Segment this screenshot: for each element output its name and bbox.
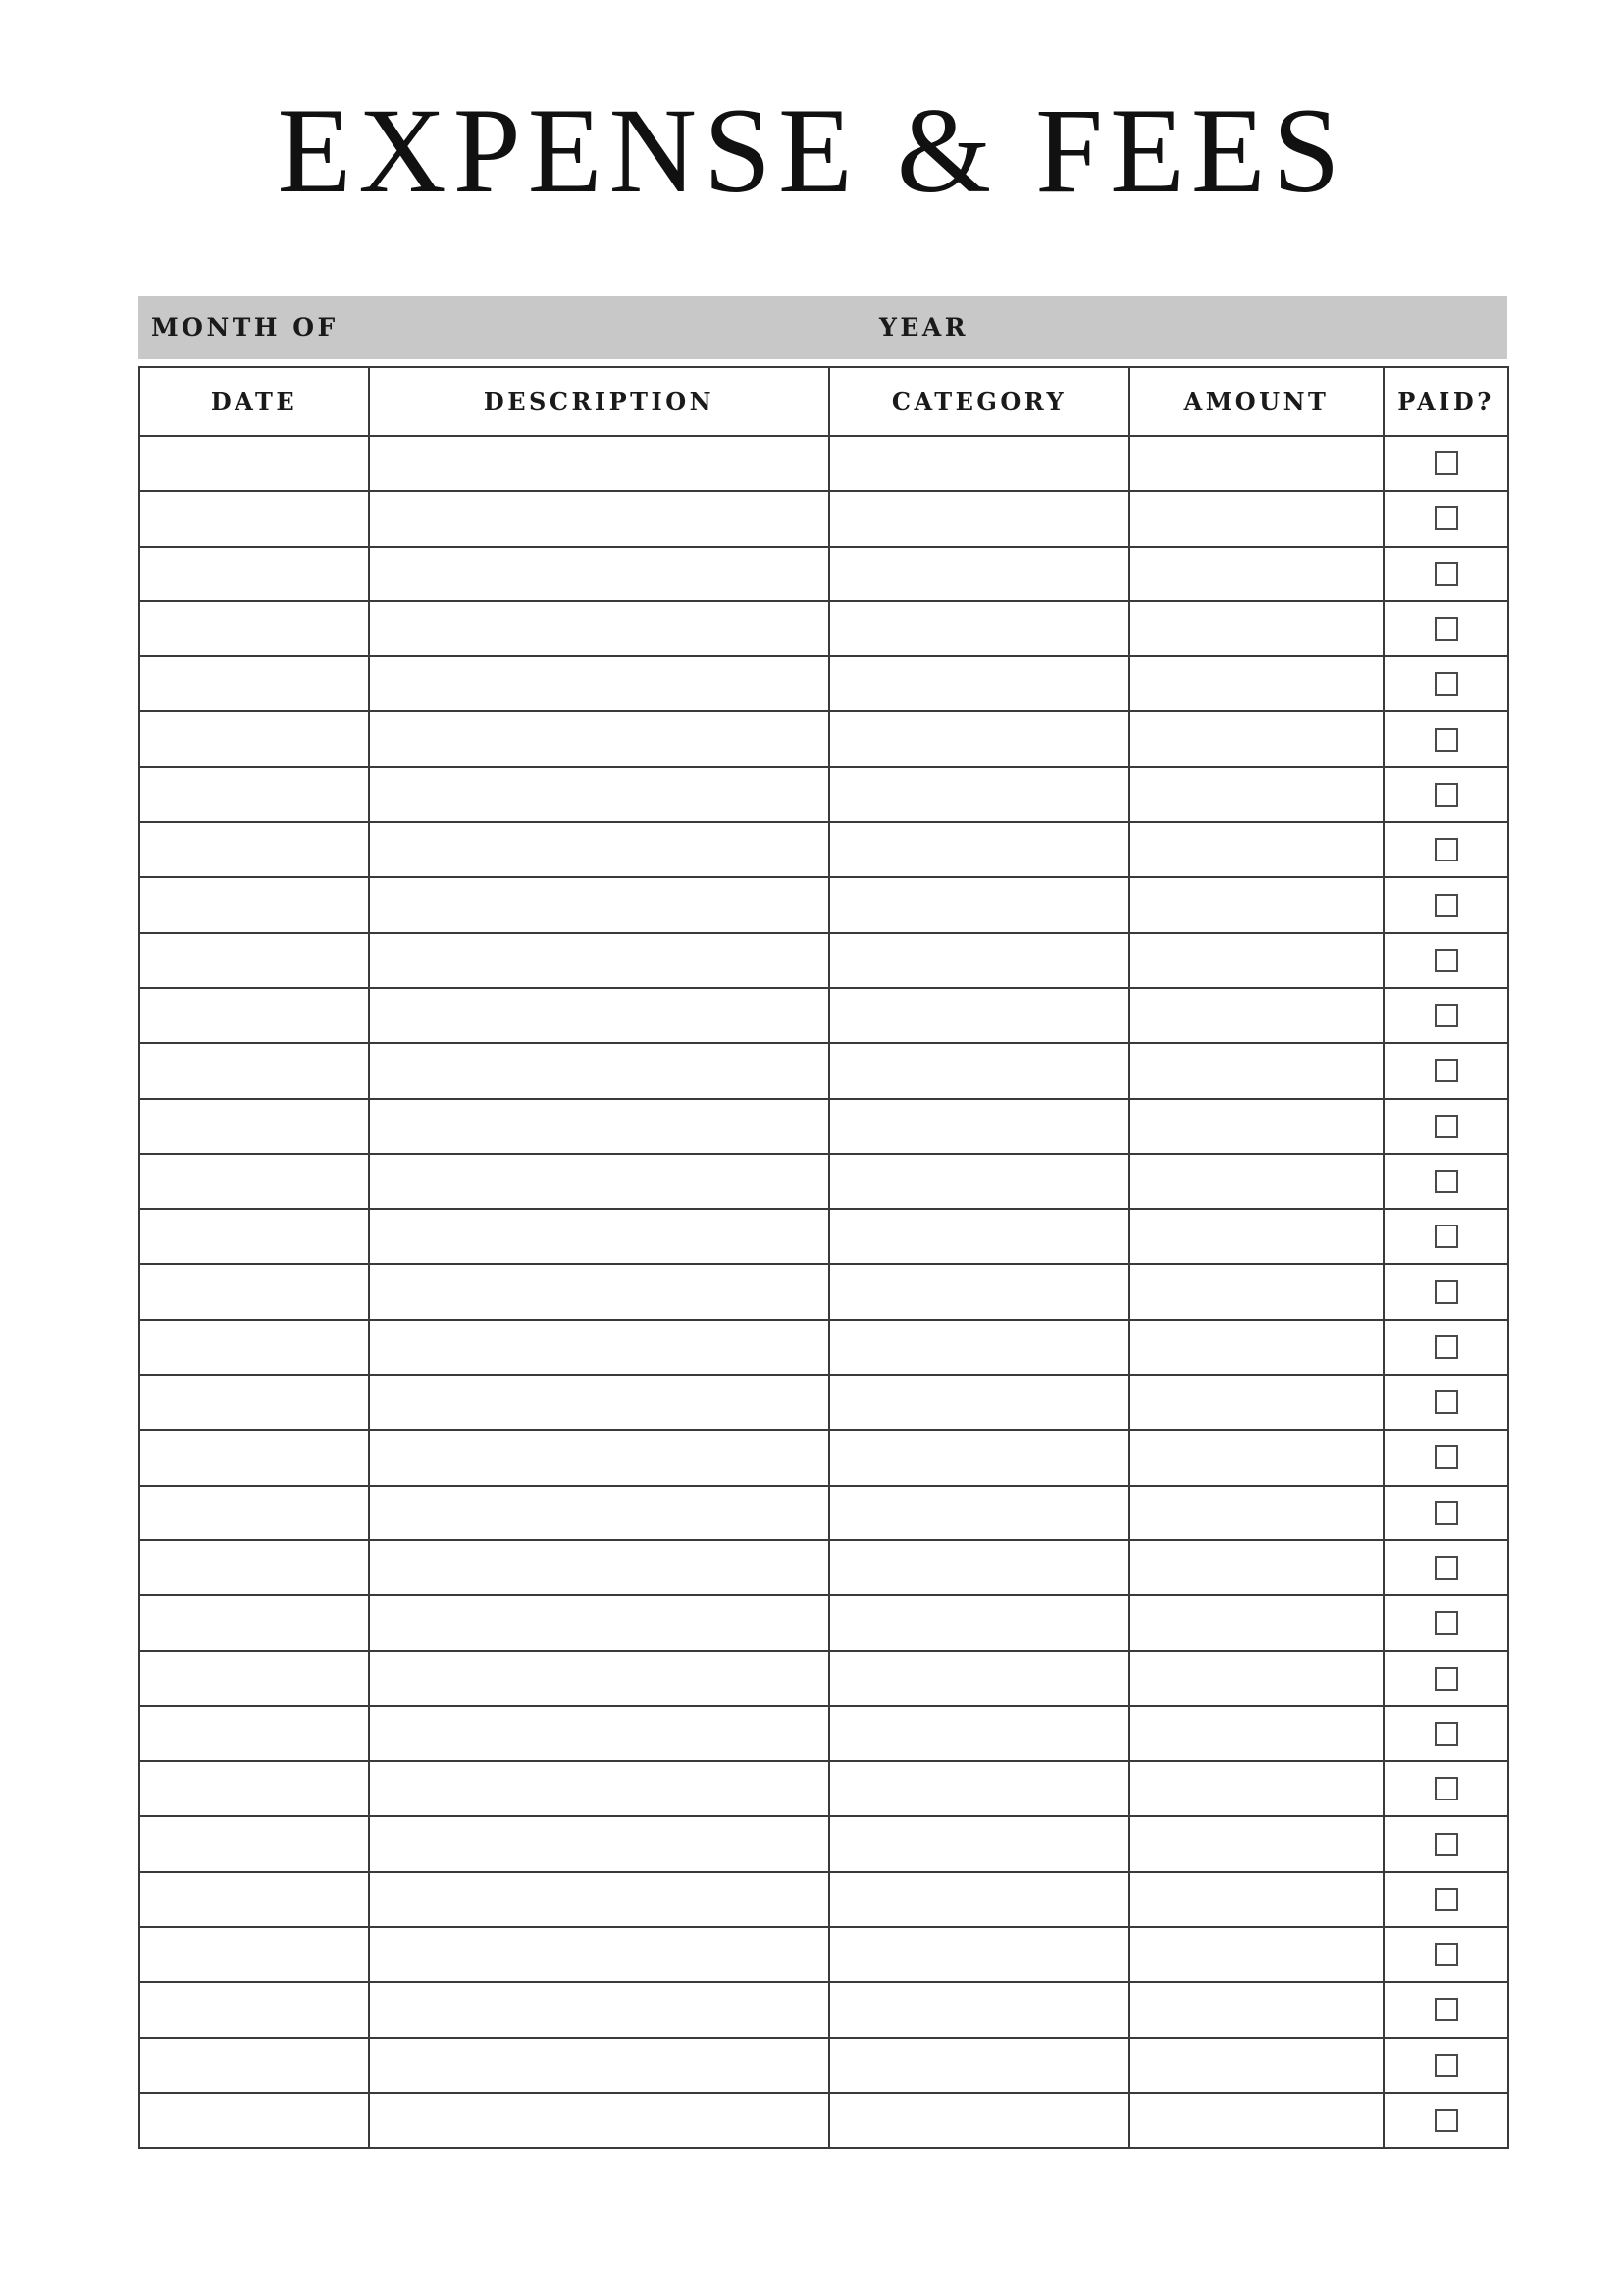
paid-cell [1384, 1927, 1508, 1982]
date-cell[interactable] [139, 1320, 369, 1375]
amount-cell[interactable] [1129, 601, 1384, 656]
paid-checkbox-icon[interactable] [1435, 728, 1458, 752]
paid-checkbox-icon[interactable] [1435, 1115, 1458, 1138]
table-row [139, 1816, 1508, 1871]
description-cell[interactable] [369, 1375, 829, 1430]
table-row [139, 1872, 1508, 1927]
table-row [139, 1761, 1508, 1816]
category-cell[interactable] [829, 547, 1129, 601]
date-cell[interactable] [139, 1761, 369, 1816]
paid-checkbox-icon[interactable] [1435, 783, 1458, 807]
table-body [139, 436, 1508, 2148]
paid-cell [1384, 1761, 1508, 1816]
date-cell[interactable] [139, 2093, 369, 2148]
paid-checkbox-icon[interactable] [1435, 1556, 1458, 1580]
description-cell[interactable] [369, 1982, 829, 2037]
table-row [139, 988, 1508, 1043]
table-row [139, 491, 1508, 546]
table-row [139, 1706, 1508, 1761]
date-cell[interactable] [139, 1872, 369, 1927]
amount-cell[interactable] [1129, 1761, 1384, 1816]
table-row [139, 1154, 1508, 1209]
amount-cell[interactable] [1129, 491, 1384, 546]
description-cell[interactable] [369, 1651, 829, 1706]
amount-cell[interactable] [1129, 988, 1384, 1043]
paid-cell [1384, 656, 1508, 711]
table-row [139, 1595, 1508, 1650]
paid-checkbox-icon[interactable] [1435, 1335, 1458, 1359]
paid-cell [1384, 1320, 1508, 1375]
category-cell[interactable] [829, 1595, 1129, 1650]
date-cell[interactable] [139, 1706, 369, 1761]
category-cell[interactable] [829, 767, 1129, 822]
table-header-row [139, 367, 1508, 436]
paid-checkbox-icon[interactable] [1435, 1004, 1458, 1027]
category-cell[interactable] [829, 988, 1129, 1043]
month-year-bar [138, 296, 1507, 359]
paid-cell [1384, 1209, 1508, 1264]
description-cell[interactable] [369, 1154, 829, 1209]
amount-cell[interactable] [1129, 436, 1384, 491]
date-cell[interactable] [139, 491, 369, 546]
paid-checkbox-icon[interactable] [1435, 672, 1458, 696]
paid-cell [1384, 1099, 1508, 1154]
date-cell[interactable] [139, 877, 369, 932]
date-cell[interactable] [139, 822, 369, 877]
category-cell[interactable] [829, 1264, 1129, 1319]
description-cell[interactable] [369, 1264, 829, 1319]
column-header-description: DESCRIPTION [369, 367, 829, 436]
paid-checkbox-icon[interactable] [1435, 1998, 1458, 2021]
date-cell[interactable] [139, 1209, 369, 1264]
paid-checkbox-icon[interactable] [1435, 562, 1458, 586]
amount-cell[interactable] [1129, 547, 1384, 601]
date-cell[interactable] [139, 2038, 369, 2093]
paid-cell [1384, 1982, 1508, 2037]
description-cell[interactable] [369, 822, 829, 877]
paid-cell [1384, 711, 1508, 766]
table-row [139, 1486, 1508, 1540]
paid-cell [1384, 767, 1508, 822]
category-cell[interactable] [829, 1651, 1129, 1706]
description-cell[interactable] [369, 877, 829, 932]
category-cell[interactable] [829, 822, 1129, 877]
amount-cell[interactable] [1129, 877, 1384, 932]
description-cell[interactable] [369, 1099, 829, 1154]
description-cell[interactable] [369, 1761, 829, 1816]
date-cell[interactable] [139, 1540, 369, 1595]
paid-cell [1384, 1264, 1508, 1319]
paid-checkbox-icon[interactable] [1435, 451, 1458, 475]
table-row [139, 711, 1508, 766]
table-row [139, 767, 1508, 822]
category-cell[interactable] [829, 1043, 1129, 1098]
date-cell[interactable] [139, 1099, 369, 1154]
date-cell[interactable] [139, 933, 369, 988]
table-row [139, 601, 1508, 656]
paid-checkbox-icon[interactable] [1435, 1501, 1458, 1525]
category-cell[interactable] [829, 1209, 1129, 1264]
amount-cell[interactable] [1129, 1816, 1384, 1871]
paid-checkbox-icon[interactable] [1435, 617, 1458, 641]
category-cell[interactable] [829, 2038, 1129, 2093]
paid-cell [1384, 1375, 1508, 1430]
description-cell[interactable] [369, 547, 829, 601]
description-cell[interactable] [369, 1816, 829, 1871]
paid-cell [1384, 1816, 1508, 1871]
table-row [139, 1540, 1508, 1595]
table-row [139, 2038, 1508, 2093]
date-cell[interactable] [139, 601, 369, 656]
amount-cell[interactable] [1129, 1099, 1384, 1154]
paid-cell [1384, 436, 1508, 491]
table-row [139, 933, 1508, 988]
table-row [139, 1651, 1508, 1706]
category-cell[interactable] [829, 1375, 1129, 1430]
paid-cell [1384, 988, 1508, 1043]
description-cell[interactable] [369, 1043, 829, 1098]
paid-cell [1384, 1872, 1508, 1927]
year-label: YEAR [879, 313, 969, 341]
description-cell[interactable] [369, 1486, 829, 1540]
category-cell[interactable] [829, 1430, 1129, 1485]
table-row [139, 822, 1508, 877]
date-cell[interactable] [139, 1927, 369, 1982]
category-cell[interactable] [829, 1099, 1129, 1154]
category-cell[interactable] [829, 1872, 1129, 1927]
paid-cell [1384, 601, 1508, 656]
amount-cell[interactable] [1129, 2093, 1384, 2148]
date-cell[interactable] [139, 1595, 369, 1650]
description-cell[interactable] [369, 1540, 829, 1595]
category-cell[interactable] [829, 1320, 1129, 1375]
category-cell[interactable] [829, 711, 1129, 766]
table-row [139, 1043, 1508, 1098]
amount-cell[interactable] [1129, 1430, 1384, 1485]
page-title: EXPENSE & FEES [277, 83, 1347, 218]
description-cell[interactable] [369, 933, 829, 988]
date-cell[interactable] [139, 1043, 369, 1098]
table-row [139, 656, 1508, 711]
column-header-amount: AMOUNT [1129, 367, 1384, 436]
amount-cell[interactable] [1129, 933, 1384, 988]
paid-checkbox-icon[interactable] [1435, 1611, 1458, 1635]
description-cell[interactable] [369, 656, 829, 711]
category-cell[interactable] [829, 1761, 1129, 1816]
paid-checkbox-icon[interactable] [1435, 1225, 1458, 1248]
month-of-label: MONTH OF [151, 313, 339, 341]
description-cell[interactable] [369, 601, 829, 656]
amount-cell[interactable] [1129, 2038, 1384, 2093]
description-cell[interactable] [369, 988, 829, 1043]
description-cell[interactable] [369, 1927, 829, 1982]
description-cell[interactable] [369, 1430, 829, 1485]
paid-checkbox-icon[interactable] [1435, 1170, 1458, 1193]
description-cell[interactable] [369, 1706, 829, 1761]
paid-cell [1384, 1706, 1508, 1761]
date-cell[interactable] [139, 1264, 369, 1319]
category-cell[interactable] [829, 933, 1129, 988]
expense-table [138, 366, 1509, 2149]
paid-cell [1384, 933, 1508, 988]
column-header-category: CATEGORY [829, 367, 1129, 436]
paid-checkbox-icon[interactable] [1435, 1943, 1458, 1966]
paid-checkbox-icon[interactable] [1435, 1059, 1458, 1082]
paid-cell [1384, 491, 1508, 546]
amount-cell[interactable] [1129, 822, 1384, 877]
category-cell[interactable] [829, 491, 1129, 546]
table-row [139, 1430, 1508, 1485]
description-cell[interactable] [369, 491, 829, 546]
amount-cell[interactable] [1129, 1264, 1384, 1319]
paid-checkbox-icon[interactable] [1435, 2109, 1458, 2132]
paid-cell [1384, 1651, 1508, 1706]
table-row [139, 1264, 1508, 1319]
column-header-date: DATE [139, 367, 369, 436]
column-header-paid: PAID? [1384, 367, 1508, 436]
category-cell[interactable] [829, 1486, 1129, 1540]
paid-cell [1384, 877, 1508, 932]
amount-cell[interactable] [1129, 1927, 1384, 1982]
date-cell[interactable] [139, 547, 369, 601]
category-cell[interactable] [829, 1540, 1129, 1595]
category-cell[interactable] [829, 1982, 1129, 2037]
table-row [139, 1209, 1508, 1264]
category-cell[interactable] [829, 436, 1129, 491]
date-cell[interactable] [139, 767, 369, 822]
amount-cell[interactable] [1129, 1375, 1384, 1430]
paid-checkbox-icon[interactable] [1435, 1888, 1458, 1911]
category-cell[interactable] [829, 601, 1129, 656]
category-cell[interactable] [829, 656, 1129, 711]
paid-cell [1384, 2093, 1508, 2148]
date-cell[interactable] [139, 656, 369, 711]
date-cell[interactable] [139, 1982, 369, 2037]
date-cell[interactable] [139, 988, 369, 1043]
amount-cell[interactable] [1129, 1872, 1384, 1927]
amount-cell[interactable] [1129, 711, 1384, 766]
paid-checkbox-icon[interactable] [1435, 1445, 1458, 1469]
description-cell[interactable] [369, 1320, 829, 1375]
description-cell[interactable] [369, 1595, 829, 1650]
amount-cell[interactable] [1129, 656, 1384, 711]
paid-checkbox-icon[interactable] [1435, 894, 1458, 917]
paid-cell [1384, 1540, 1508, 1595]
table-row [139, 547, 1508, 601]
paid-cell [1384, 1154, 1508, 1209]
date-cell[interactable] [139, 1816, 369, 1871]
paid-cell [1384, 1430, 1508, 1485]
paid-cell [1384, 1595, 1508, 1650]
description-cell[interactable] [369, 2038, 829, 2093]
date-cell[interactable] [139, 1486, 369, 1540]
category-cell[interactable] [829, 1927, 1129, 1982]
date-cell[interactable] [139, 1375, 369, 1430]
table-row [139, 1982, 1508, 2037]
paid-checkbox-icon[interactable] [1435, 2054, 1458, 2077]
amount-cell[interactable] [1129, 1209, 1384, 1264]
category-cell[interactable] [829, 2093, 1129, 2148]
paid-checkbox-icon[interactable] [1435, 1722, 1458, 1746]
category-cell[interactable] [829, 1706, 1129, 1761]
table-row [139, 1375, 1508, 1430]
category-cell[interactable] [829, 877, 1129, 932]
description-cell[interactable] [369, 1872, 829, 1927]
paid-checkbox-icon[interactable] [1435, 838, 1458, 861]
table-row [139, 877, 1508, 932]
amount-cell[interactable] [1129, 1651, 1384, 1706]
description-cell[interactable] [369, 2093, 829, 2148]
paid-cell [1384, 547, 1508, 601]
table-row [139, 1099, 1508, 1154]
description-cell[interactable] [369, 767, 829, 822]
paid-cell [1384, 1043, 1508, 1098]
paid-checkbox-icon[interactable] [1435, 506, 1458, 530]
amount-cell[interactable] [1129, 1540, 1384, 1595]
paid-cell [1384, 2038, 1508, 2093]
amount-cell[interactable] [1129, 1154, 1384, 1209]
paid-checkbox-icon[interactable] [1435, 1833, 1458, 1856]
paid-cell [1384, 822, 1508, 877]
amount-cell[interactable] [1129, 1595, 1384, 1650]
date-cell[interactable] [139, 1430, 369, 1485]
table-row [139, 1320, 1508, 1375]
amount-cell[interactable] [1129, 1706, 1384, 1761]
description-cell[interactable] [369, 1209, 829, 1264]
category-cell[interactable] [829, 1154, 1129, 1209]
paid-checkbox-icon[interactable] [1435, 1390, 1458, 1414]
date-cell[interactable] [139, 436, 369, 491]
paid-checkbox-icon[interactable] [1435, 949, 1458, 972]
amount-cell[interactable] [1129, 1982, 1384, 2037]
amount-cell[interactable] [1129, 1486, 1384, 1540]
description-cell[interactable] [369, 711, 829, 766]
category-cell[interactable] [829, 1816, 1129, 1871]
amount-cell[interactable] [1129, 1043, 1384, 1098]
amount-cell[interactable] [1129, 1320, 1384, 1375]
paid-checkbox-icon[interactable] [1435, 1667, 1458, 1691]
date-cell[interactable] [139, 1154, 369, 1209]
table-row [139, 1927, 1508, 1982]
amount-cell[interactable] [1129, 767, 1384, 822]
description-cell[interactable] [369, 436, 829, 491]
paid-cell [1384, 1486, 1508, 1540]
table-row [139, 2093, 1508, 2148]
paid-checkbox-icon[interactable] [1435, 1777, 1458, 1800]
table-row [139, 436, 1508, 491]
paid-checkbox-icon[interactable] [1435, 1280, 1458, 1304]
date-cell[interactable] [139, 1651, 369, 1706]
date-cell[interactable] [139, 711, 369, 766]
